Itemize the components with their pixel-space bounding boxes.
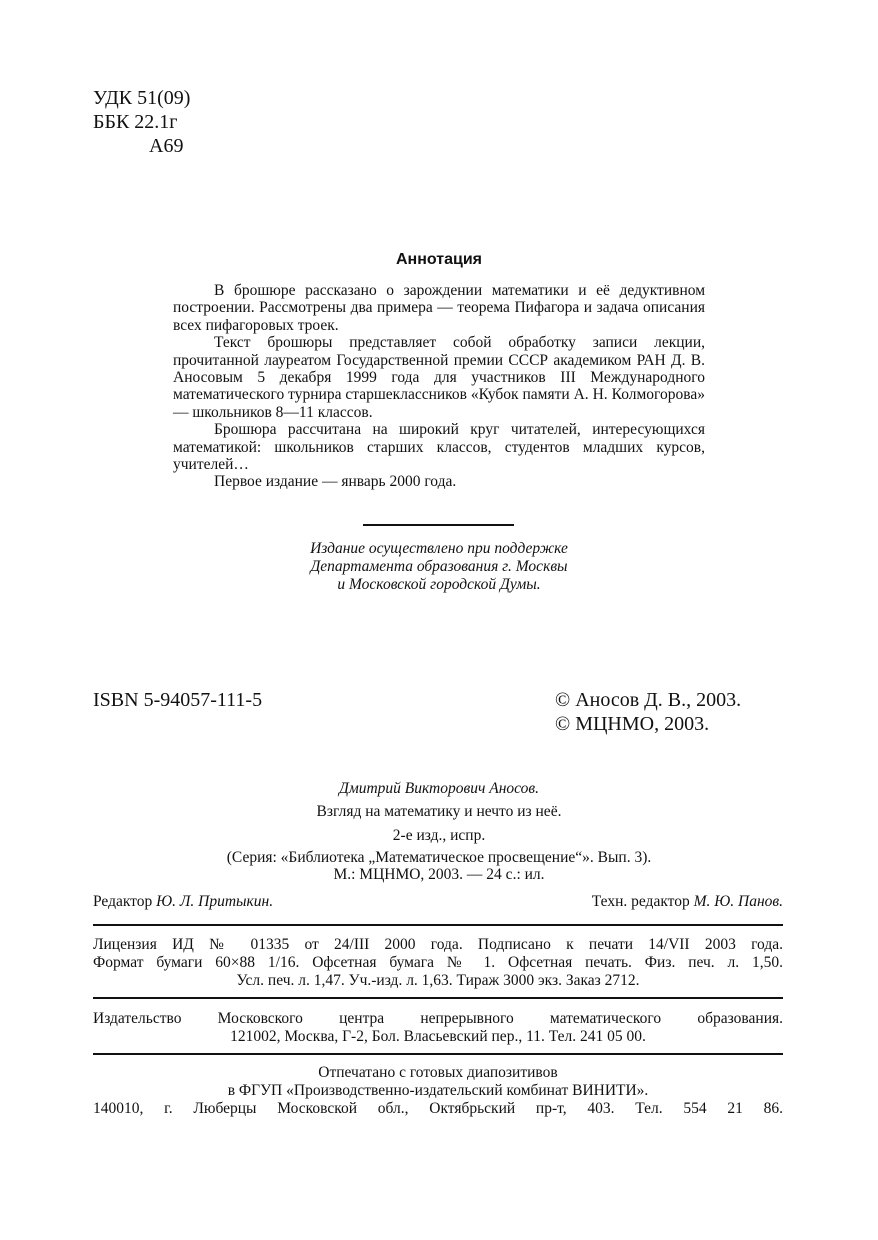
bib-author: Дмитрий Викторович Аносов. — [338, 780, 540, 797]
bib-title: Взгляд на математику и нечто из неё. — [316, 803, 562, 820]
editor-name: Ю. Л. Притыкин. — [156, 893, 274, 910]
printer-block — [93, 1064, 783, 1118]
license-block — [93, 936, 783, 990]
bib-edition: 2-е изд., испр. — [392, 827, 486, 844]
license-line: Формат бумаги 60×88 1/16. Офсетная бумага № 1. Офсетная печать. Физ. печ. л. 1,50. — [93, 954, 783, 971]
isbn: ISBN 5-94057-111-5 — [93, 689, 263, 711]
publisher-line: 121002, Москва, Г-2, Бол. Власьевский пер., 11. Тел. 241 05 00. — [230, 1028, 646, 1045]
divider — [93, 1053, 783, 1055]
divider-short — [363, 524, 514, 526]
license-line: Усл. печ. л. 1,47. Уч.-изд. л. 1,63. Тираж 3000 экз. Заказ 2712. — [236, 972, 640, 989]
annotation-paragraph: В брошюре рассказано о зарождении математики и её дедуктивном построении. Рассмотрены два примера — теорема Пифагора и задача описания всех пифагоровых троек. — [173, 282, 705, 334]
tech-editor-name: М. Ю. Панов. — [693, 893, 783, 910]
copyright-block — [555, 688, 741, 736]
author-mark: А69 — [149, 135, 184, 157]
tech-editor-label: Техн. редактор — [591, 893, 690, 910]
copyright-line: © МЦНМО, 2003. — [555, 713, 710, 735]
license-line: Лицензия ИД № 01335 от 24/III 2000 года. Подписано к печати 14/VII 2003 года. — [93, 936, 783, 953]
annotation-paragraph: Первое издание — январь 2000 года. — [214, 473, 457, 491]
bib-series: (Серия: «Библиотека „Математическое просвещение“». Вып. 3). — [226, 849, 652, 866]
annotation-title: Аннотация — [396, 251, 482, 268]
bbk-code: ББК 22.1г — [93, 111, 178, 133]
printer-line: 140010, г. Люберцы Московской обл., Октябрьский пр-т, 403. Тел. 554 21 86. — [93, 1100, 783, 1117]
support-line: Издание осуществлено при поддержке — [310, 540, 568, 557]
support-line: и Московской городской Думы. — [337, 576, 541, 593]
editor — [93, 893, 273, 911]
divider — [93, 997, 783, 999]
copyright-line: © Аносов Д. В., 2003. — [555, 689, 742, 711]
annotation-paragraph: Брошюра рассчитана на широкий круг читателей, интересующихся математикой: школьников старших классов, студентов младших курсов, учителей… — [173, 421, 705, 474]
printer-line: Отпечатано с готовых диапозитивов — [318, 1064, 558, 1081]
editors-line — [93, 893, 783, 911]
publisher-line: Издательство Московского центра непрерывного математического образования. — [93, 1010, 783, 1027]
bib-publisher: М.: МЦНМО, 2003. — 24 с.: ил. — [333, 866, 545, 883]
support-note — [0, 540, 878, 594]
divider — [93, 924, 783, 926]
udk-code: УДК 51(09) — [93, 87, 191, 109]
editor-label: Редактор — [93, 893, 153, 910]
annotation-text — [173, 282, 705, 491]
classification-block — [93, 86, 190, 158]
support-line: Департамента образования г. Москвы — [310, 558, 568, 575]
annotation-paragraph: Текст брошюры представляет собой обработку записи лекции, прочитанной лауреатом Государственной премии СССР академиком РАН Д. В. Аносовым 5 декабря 1999 года для участников III Международного математического турнира старшеклассников «Кубок памяти А. Н. Колмогорова» — школьников 8—11 классов. — [173, 334, 705, 421]
printer-line: в ФГУП «Производственно-издательский комбинат ВИНИТИ». — [227, 1082, 649, 1099]
publisher-block — [93, 1010, 783, 1046]
tech-editor — [592, 893, 783, 911]
